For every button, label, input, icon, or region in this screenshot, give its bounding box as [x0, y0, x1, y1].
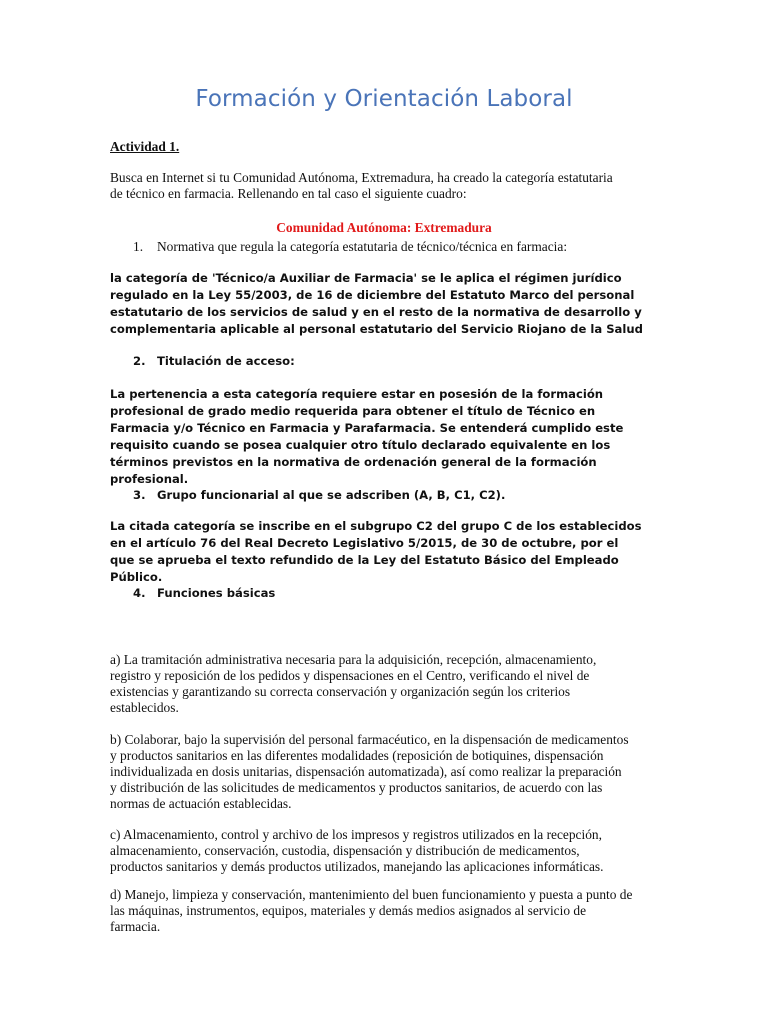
- list-item-number: 4.: [133, 586, 146, 600]
- list-item-label: Grupo funcionarial al que se adscriben (A, B, C1, C2).: [157, 488, 506, 502]
- function-paragraph-b: b) Colaborar, bajo la supervisión del personal farmacéutico, en la dispensación de medicamentos y productos sanitarios en las diferentes modalidades (reposición de botiquines, dispensación individualizada en dosis unitarias, dispensación automatizada), así como realizar la preparación y distribución de las solicitudes de medicamentos y productos sanitarios, de acuerdo con las normas de actuación establecidas.: [110, 732, 629, 811]
- function-paragraph-a: a) La tramitación administrativa necesaria para la adquisición, recepción, almacenamiento, registro y reposición de los pedidos y dispensaciones en el Centro, verificando el nivel de existencias y garantizando su correcta conservación y organización según los criterios establecidos.: [110, 652, 597, 715]
- list-item-label: Funciones básicas: [157, 586, 276, 600]
- list-item-label: Titulación de acceso:: [157, 354, 295, 368]
- list-item-number: 2.: [133, 354, 146, 368]
- list-item-4: [133, 586, 275, 600]
- list-item-3: [133, 488, 505, 502]
- list-item-number: 1.: [133, 239, 144, 254]
- answer-grupo: La citada categoría se inscribe en el subgrupo C2 del grupo C de los establecidos en el artículo 76 del Real Decreto Legislativo 5/2015, de 30 de octubre, por el que se aprueba el texto refundido de la Ley del Estatuto Básico del Empleado Público.: [110, 519, 642, 584]
- list-item-label: Normativa que regula la categoría estatutaria de técnico/técnica en farmacia:: [157, 239, 568, 254]
- function-paragraph-d: d) Manejo, limpieza y conservación, mantenimiento del buen funcionamiento y puesta a punto de las máquinas, instrumentos, equipos, materiales y demás medios asignados al servicio de farmacia.: [110, 887, 633, 934]
- list-item-2: [133, 354, 295, 368]
- function-paragraph-c: c) Almacenamiento, control y archivo de los impresos y registros utilizados en la recepción, almacenamiento, conservación, custodia, dispensación y distribución de medicamentos, productos sanitarios y demás productos utilizados, manejando las aplicaciones informáticas.: [110, 827, 604, 874]
- answer-titulacion: La pertenencia a esta categoría requiere estar en posesión de la formación profesional de grado medio requerida para obtener el título de Técnico en Farmacia y/o Técnico en Farmacia y Parafarmacia. Se entenderá cumplido este requisito cuando se posea cualquier otro título declarado equivalente en los términos previstos en la normativa de ordenación general de la formación profesional.: [110, 387, 624, 486]
- community-heading: Comunidad Autónoma: Extremadura: [276, 220, 492, 235]
- intro-paragraph: Busca en Internet si tu Comunidad Autónoma, Extremadura, ha creado la categoría estatutaria de técnico en farmacia. Rellenando en tal caso el siguiente cuadro:: [110, 170, 613, 201]
- list-item-1: [133, 239, 567, 255]
- activity-heading: Actividad 1.: [110, 139, 180, 154]
- answer-normativa: la categoría de 'Técnico/a Auxiliar de Farmacia' se le aplica el régimen jurídico regulado en la Ley 55/2003, de 16 de diciembre del Estatuto Marco del personal estatutario de los servicios de salud y en el resto de la normativa de desarrollo y complementaria aplicable al personal estatutario del Servicio Riojano de la Salud: [110, 271, 643, 336]
- list-item-number: 3.: [133, 488, 146, 502]
- document-title: Formación y Orientación Laboral: [195, 86, 573, 112]
